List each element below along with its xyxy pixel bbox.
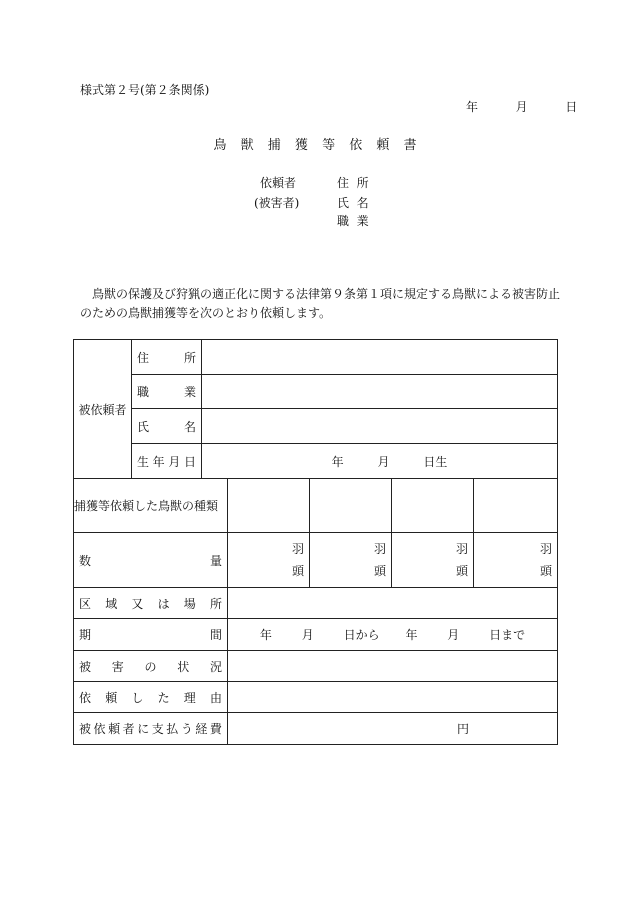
- requestee-birthdate-field[interactable]: 年 月 日生: [202, 444, 558, 479]
- species-field-4[interactable]: [474, 479, 558, 533]
- requestee-name-label: 氏 名: [132, 409, 202, 444]
- statement-line-1: 鳥獣の保護及び狩猟の適正化に関する法律第９条第１項に規定する鳥獣による被害防止: [92, 287, 561, 301]
- damage-label: 被 害 の 状 況: [74, 651, 228, 682]
- requestee-address-label: 住 所: [132, 340, 202, 375]
- title-char: 獲: [294, 138, 308, 153]
- expense-row: [74, 713, 558, 745]
- requester-name-label: 氏 名: [337, 196, 369, 210]
- form-number: 様式第２号(第２条関係): [80, 83, 210, 97]
- statement-line-2: のための鳥獣捕獲等を次のとおり依頼します。: [80, 306, 332, 320]
- area-label: 区 域 又 は 場 所: [74, 588, 228, 619]
- expense-unit: 円: [457, 722, 470, 736]
- area-field[interactable]: [228, 588, 558, 619]
- quantity-field-1[interactable]: 羽 頭: [228, 533, 310, 588]
- requester-label: 依頼者: [260, 176, 297, 190]
- title-char: 依: [349, 138, 363, 153]
- requestee-occupation-row: [74, 375, 558, 409]
- reason-row: [74, 682, 558, 713]
- document-title: [0, 134, 630, 153]
- expense-field[interactable]: [228, 713, 558, 745]
- request-statement: [80, 285, 560, 323]
- period-field[interactable]: 年 月 日から 年 月 日まで: [228, 619, 558, 651]
- quantity-field-2[interactable]: 羽 頭: [310, 533, 392, 588]
- date-year: 年: [466, 100, 479, 114]
- requestee-birthdate-row: [74, 444, 558, 479]
- species-field-3[interactable]: [392, 479, 474, 533]
- title-char: 等: [322, 138, 336, 153]
- reason-label: 依 頼 し た 理 由: [74, 682, 228, 713]
- species-field-1[interactable]: [228, 479, 310, 533]
- requestee-name-row: [74, 409, 558, 444]
- requestee-occupation-label: 職 業: [132, 375, 202, 409]
- species-field-2[interactable]: [310, 479, 392, 533]
- quantity-label: 数 量: [74, 533, 228, 588]
- requestee-label: 被依頼者: [74, 340, 132, 479]
- requestee-address-field[interactable]: [202, 340, 558, 375]
- requester-address-label: 住 所: [337, 176, 369, 190]
- species-label: 捕獲等依頼した鳥獣の種類: [74, 479, 228, 533]
- requester-occupation-label: 職 業: [337, 214, 369, 228]
- date-line: [466, 98, 577, 115]
- reason-field[interactable]: [228, 682, 558, 713]
- title-char: 捕: [267, 138, 281, 153]
- damage-field[interactable]: [228, 651, 558, 682]
- requestee-birthdate-label: 生 年 月 日: [132, 444, 202, 479]
- species-row: [74, 479, 558, 533]
- quantity-row: [74, 533, 558, 588]
- requester-sub-label: (被害者): [254, 196, 300, 210]
- quantity-field-3[interactable]: 羽 頭: [392, 533, 474, 588]
- title-char: 獣: [240, 138, 254, 153]
- date-month: 月: [515, 100, 528, 114]
- requestee-address-row: [74, 340, 558, 375]
- damage-row: [74, 651, 558, 682]
- expense-label: 被 依 頼 者 に 支 払 う 経 費: [74, 713, 228, 745]
- requestee-occupation-field[interactable]: [202, 375, 558, 409]
- requestee-name-field[interactable]: [202, 409, 558, 444]
- request-form-table: [73, 339, 558, 745]
- title-char: 鳥: [213, 138, 227, 153]
- period-row: [74, 619, 558, 651]
- area-row: [74, 588, 558, 619]
- title-char: 書: [403, 138, 417, 153]
- period-label: 期 間: [74, 619, 228, 651]
- title-char: 頼: [376, 138, 390, 153]
- quantity-field-4[interactable]: 羽 頭: [474, 533, 558, 588]
- date-day: 日: [565, 100, 578, 114]
